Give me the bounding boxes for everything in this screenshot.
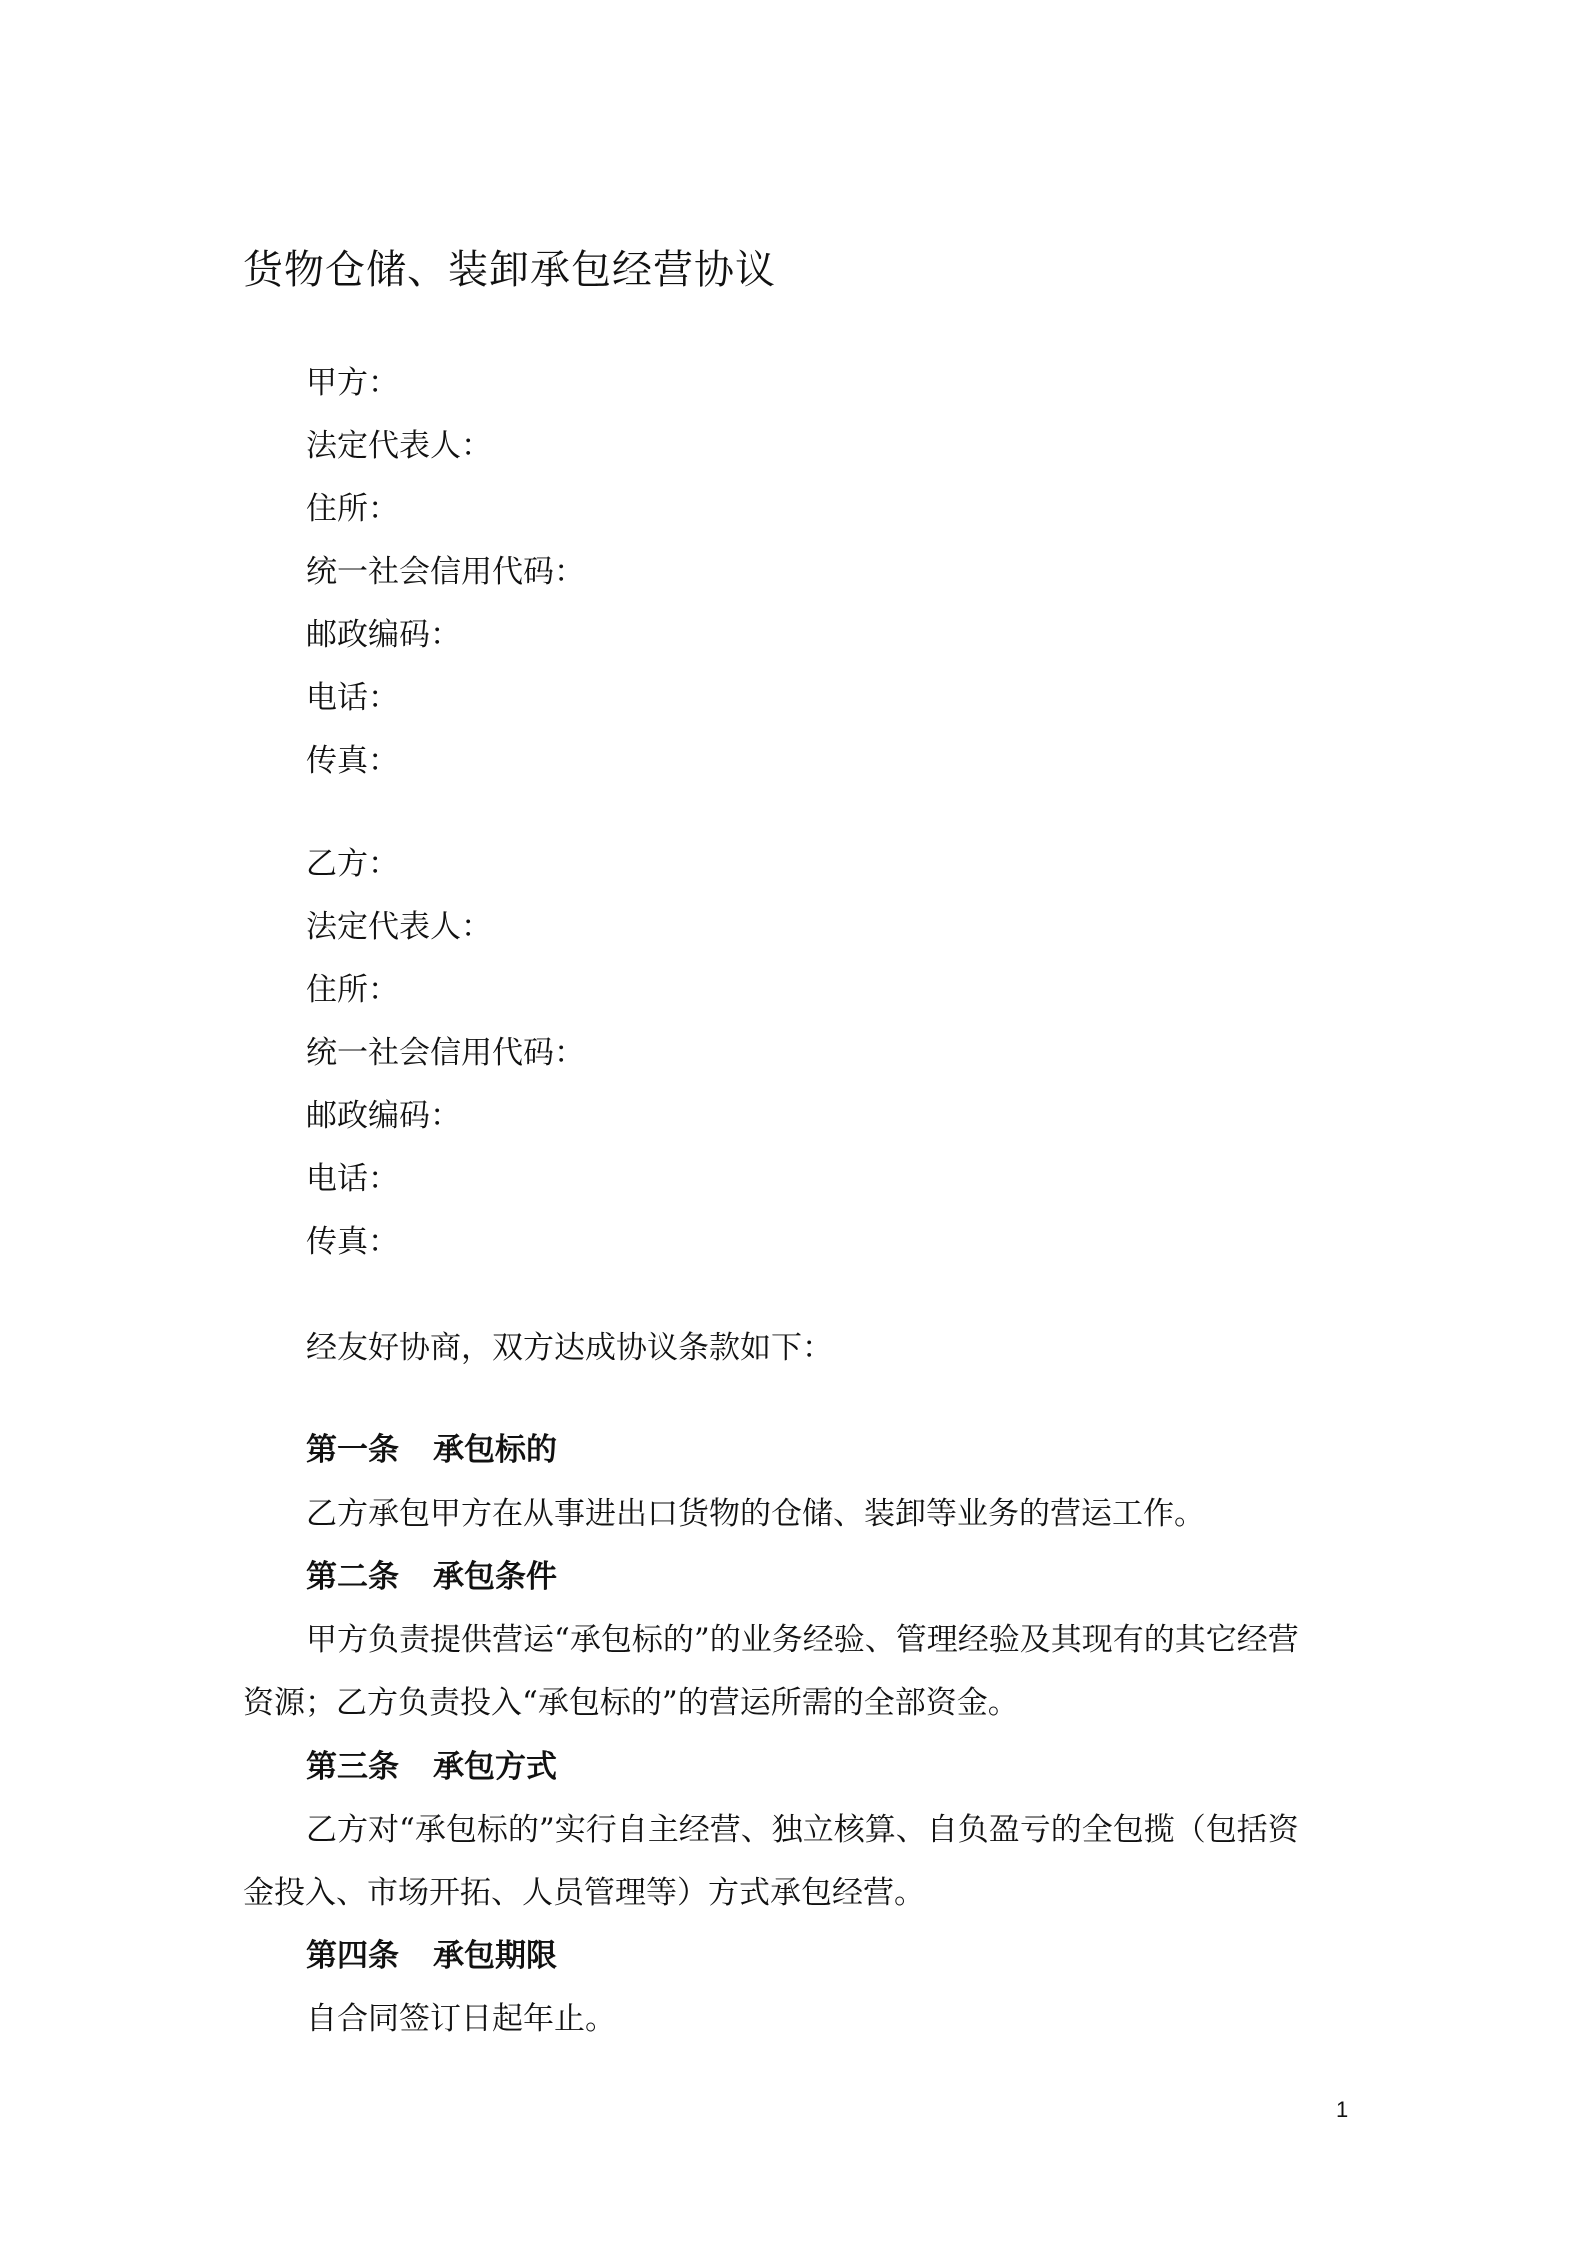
- article-2-number: 第二条: [306, 1559, 399, 1595]
- document-title: 货物仓储、装卸承包经营协议: [243, 247, 776, 293]
- party-b-credit-code-label: 统一社会信用代码：: [306, 1035, 585, 1071]
- party-b-rep-label: 法定代表人：: [306, 909, 492, 945]
- party-a-rep-label: 法定代表人：: [306, 428, 492, 464]
- article-1-line-1: 乙方承包甲方在从事进出口货物的仓储、装卸等业务的营运工作。: [306, 1496, 1205, 1532]
- party-b-phone-label: 电话：: [306, 1161, 399, 1197]
- article-3-title: 承包方式: [433, 1749, 557, 1785]
- article-3-number: 第三条: [306, 1749, 399, 1785]
- article-3-line-1: 乙方对“承包标的”实行自主经营、独立核算、自负盈亏的全包揽（包括资: [306, 1812, 1299, 1848]
- party-a-name-label: 甲方：: [306, 365, 399, 401]
- article-2-line-2: 资源；乙方负责投入“承包标的”的营运所需的全部资金。: [243, 1685, 1019, 1721]
- party-b-info: [306, 833, 585, 1274]
- intro-paragraph: 经友好协商，双方达成协议条款如下：: [306, 1330, 833, 1366]
- article-4-heading: [306, 1925, 557, 1988]
- page-number: 1: [1336, 2097, 1349, 2122]
- article-4-line-1: 自合同签订日起年止。: [306, 2001, 616, 2037]
- article-3-heading: [306, 1736, 557, 1799]
- party-a-phone-label: 电话：: [306, 680, 399, 716]
- party-a-credit-code-label: 统一社会信用代码：: [306, 554, 585, 590]
- article-1-heading: [306, 1419, 557, 1482]
- article-2-heading: [306, 1546, 557, 1609]
- article-1-title: 承包标的: [433, 1432, 557, 1468]
- party-b-postal-label: 邮政编码：: [306, 1098, 461, 1134]
- party-a-postal-label: 邮政编码：: [306, 617, 461, 653]
- article-4-title: 承包期限: [433, 1938, 557, 1974]
- article-2-title: 承包条件: [433, 1559, 557, 1595]
- party-b-name-label: 乙方：: [306, 846, 399, 882]
- article-3-line-2: 金投入、市场开拓、人员管理等）方式承包经营。: [243, 1875, 925, 1911]
- party-b-address-label: 住所：: [306, 972, 399, 1008]
- party-a-address-label: 住所：: [306, 491, 399, 527]
- party-b-fax-label: 传真：: [306, 1224, 399, 1260]
- party-a-info: [306, 352, 585, 793]
- article-1-number: 第一条: [306, 1432, 399, 1468]
- article-2-line-1: 甲方负责提供营运“承包标的”的业务经验、管理经验及其现有的其它经营: [306, 1622, 1299, 1658]
- article-4-number: 第四条: [306, 1938, 399, 1974]
- party-a-fax-label: 传真：: [306, 743, 399, 779]
